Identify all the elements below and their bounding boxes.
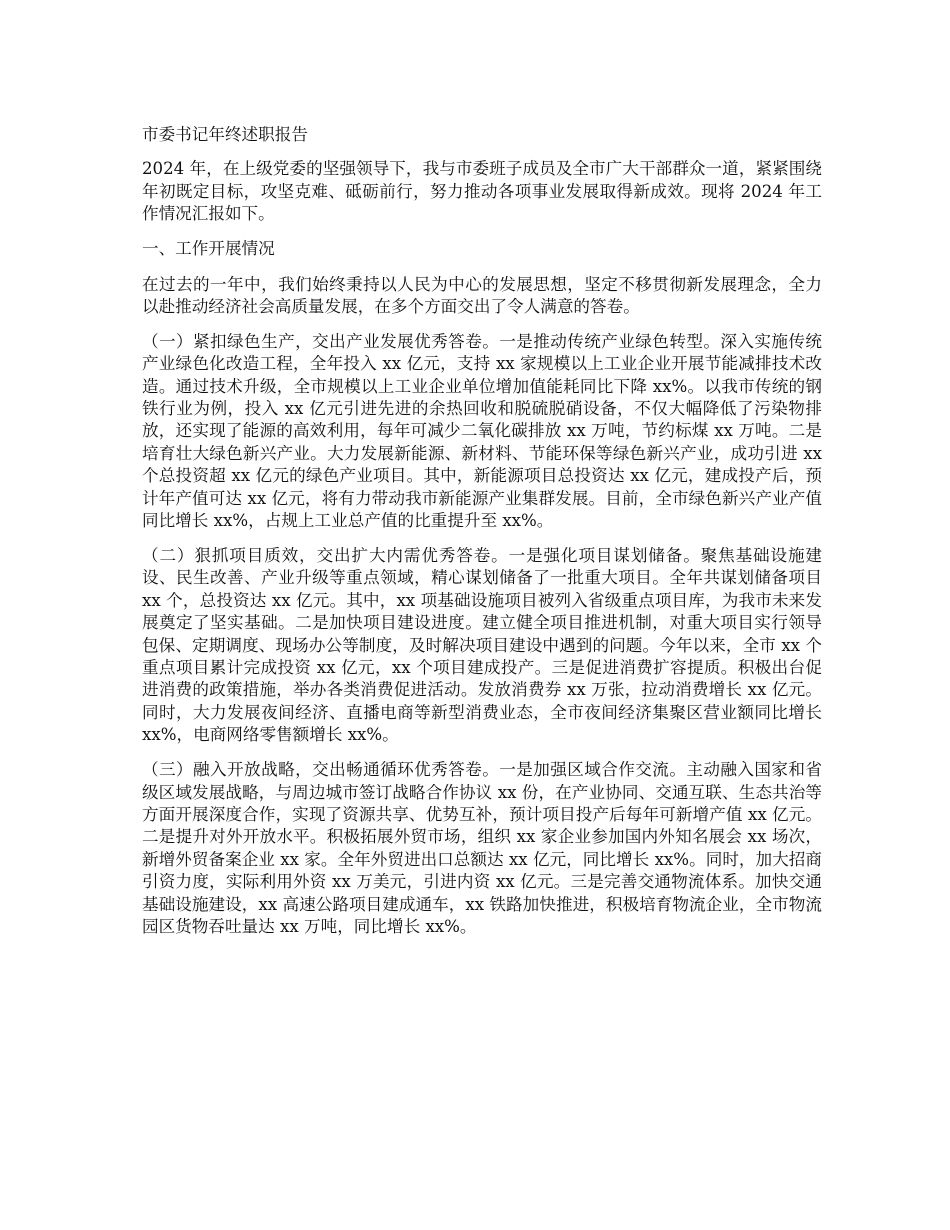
section-intro-paragraph: 在过去的一年中，我们始终秉持以人民为中心的发展思想，坚定不移贯彻新发展理念，全力以赴推动经济社会高质量发展，在多个方面交出了令人满意的答卷。	[142, 274, 822, 316]
intro-paragraph: 2024 年，在上级党委的坚强领导下，我与市委班子成员及全市广大干部群众一道，紧紧围绕年初既定目标，攻坚克难、砥砺前行，努力推动各项事业发展取得新成效。现将 2024 年工作情况汇报如下。	[142, 159, 822, 224]
document-page	[142, 124, 822, 951]
opening-strategy-paragraph: （三）融入开放战略，交出畅通循环优秀答卷。一是加强区域合作交流。主动融入国家和省级区域发展战略，与周边城市签订战略合作协议 xx 份，在产业协同、交通互联、生态共治等方面开展深度合作，实现了资源共享、优势互补，预计项目投产后每年可新增产值 xx 亿元。二是提升对外开放水平。积极拓展外贸市场，组织 xx 家企业参加国内外知名展会 xx 场次，新增外贸备案企业 xx 家。全年外贸进出口总额达 xx 亿元，同比增长 xx%。同时，加大招商引资力度，实际利用外资 xx 万美元，引进内资 xx 亿元。三是完善交通物流体系。加快交通基础设施建设，xx 高速公路项目建成通车，xx 铁路加快推进，积极培育物流企业，全市物流园区货物吞吐量达 xx 万吨，同比增长 xx%。	[142, 760, 822, 936]
project-quality-paragraph: （二）狠抓项目质效，交出扩大内需优秀答卷。一是强化项目谋划储备。聚焦基础设施建设、民生改善、产业升级等重点领域，精心谋划储备了一批重大项目。全年共谋划储备项目 xx 个，总投资达 xx 亿元。其中，xx 项基础设施项目被列入省级重点项目库，为我市未来发展奠定了坚实基础。二是加快项目建设进度。建立健全项目推进机制，对重大项目实行领导包保、定期调度、现场办公等制度，及时解决项目建设中遇到的问题。今年以来，全市 xx 个重点项目累计完成投资 xx 亿元，xx 个项目建成投产。三是促进消费扩容提质。积极出台促进消费的政策措施，举办各类消费促进活动。发放消费券 xx 万张，拉动消费增长 xx 亿元。同时，大力发展夜间经济、直播电商等新型消费业态，全市夜间经济集聚区营业额同比增长 xx%，电商网络零售额增长 xx%。	[142, 546, 822, 745]
green-production-paragraph: （一）紧扣绿色生产，交出产业发展优秀答卷。一是推动传统产业绿色转型。深入实施传统产业绿色化改造工程，全年投入 xx 亿元，支持 xx 家规模以上工业企业开展节能减排技术改造。通过技术升级，全市规模以上工业企业单位增加值能耗同比下降 xx%。以我市传统的钢铁行业为例，投入 xx 亿元引进先进的余热回收和脱硫脱硝设备，不仅大幅降低了污染物排放，还实现了能源的高效利用，每年可减少二氧化碳排放 xx 万吨，节约标煤 xx 万吨。二是培育壮大绿色新兴产业。大力发展新能源、新材料、节能环保等绿色新兴产业，成功引进 xx 个总投资超 xx 亿元的绿色产业项目。其中，新能源项目总投资达 xx 亿元，建成投产后，预计年产值可达 xx 亿元，将有力带动我市新能源产业集群发展。目前，全市绿色新兴产业产值同比增长 xx%，占规上工业总产值的比重提升至 xx%。	[142, 331, 822, 531]
section-heading: 一、工作开展情况	[142, 239, 275, 259]
document-title: 市委书记年终述职报告	[142, 125, 308, 144]
